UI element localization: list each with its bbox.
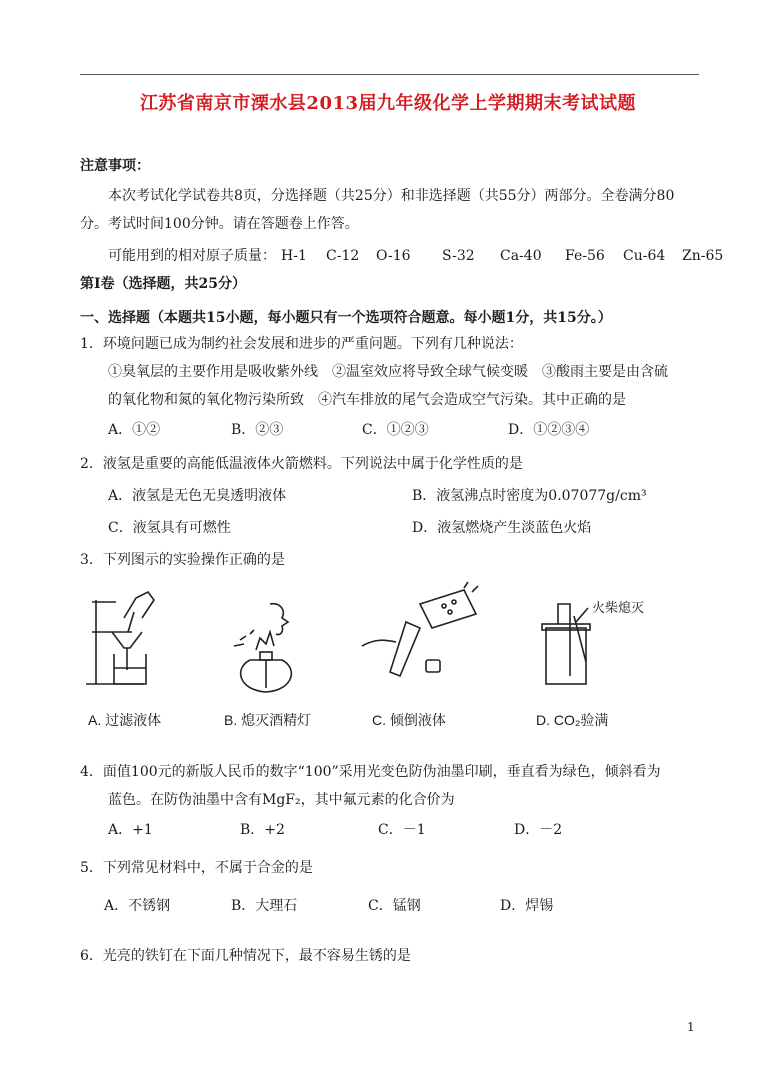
q4-option-d: D．－2 bbox=[514, 822, 563, 838]
atom-mass-zn: Zn-65 bbox=[682, 248, 724, 264]
q5-option-b: B．大理石 bbox=[231, 898, 298, 914]
atom-mass-o: O-16 bbox=[376, 248, 411, 264]
q1-body-2: 的氧化物和氮的氧化物污染所致 ④汽车排放的尾气会造成空气污染。其中正确的是 bbox=[108, 392, 626, 408]
q1-body-1: ①臭氧层的主要作用是吸收紫外线 ②温室效应将导致全球气候变暖 ③酸雨主要是由含硫 bbox=[108, 364, 668, 380]
q3-option-a: A. 过滤液体 bbox=[88, 712, 162, 728]
q3-option-d: D. CO₂验满 bbox=[536, 712, 609, 728]
atom-mass-fe: Fe-56 bbox=[565, 248, 605, 264]
q4-option-b: B．+2 bbox=[240, 822, 285, 838]
q3-stem: 3．下列图示的实验操作正确的是 bbox=[80, 552, 285, 568]
q2-stem: 2．液氢是重要的高能低温液体火箭燃料。下列说法中属于化学性质的是 bbox=[80, 456, 523, 472]
document-title: 江苏省南京市溧水县2013届九年级化学上学期期末考试试题 bbox=[139, 93, 637, 114]
q5-option-c: C．锰钢 bbox=[368, 898, 421, 914]
atom-mass-cu: Cu-64 bbox=[623, 248, 666, 264]
q3-option-b: B. 熄灭酒精灯 bbox=[224, 712, 312, 728]
q5-option-d: D．焊锡 bbox=[500, 898, 554, 914]
atom-mass-h: H-1 bbox=[281, 248, 307, 264]
header-rule bbox=[80, 74, 699, 75]
q1-stem: 1．环境问题已成为制约社会发展和进步的严重问题。下列有几种说法： bbox=[80, 336, 523, 352]
q1-option-c: C．①②③ bbox=[362, 422, 429, 438]
pouring-liquid-diagram bbox=[360, 580, 480, 690]
q5-stem: 5．下列常见材料中，不属于合金的是 bbox=[80, 860, 313, 876]
part1-heading: 第Ⅰ卷（选择题，共25分） bbox=[80, 276, 247, 292]
filtration-diagram bbox=[84, 588, 184, 698]
q5-option-a: A．不锈钢 bbox=[104, 898, 171, 914]
atom-mass-c: C-12 bbox=[326, 248, 360, 264]
q2-option-c: C．液氢具有可燃性 bbox=[108, 520, 231, 536]
q4-stem-2: 蓝色。在防伪油墨中含有MgF₂，其中氟元素的化合价为 bbox=[108, 792, 455, 808]
q1-option-b: B．②③ bbox=[231, 422, 284, 438]
q2-option-b: B．液氢沸点时密度为0.07077g/cm³ bbox=[412, 488, 647, 504]
section-heading: 一、选择题（本题共15小题，每小题只有一个选项符合题意。每小题1分，共15分。） bbox=[80, 310, 612, 326]
notice-line-1: 本次考试化学试卷共8页，分选择题（共25分）和非选择题（共55分）两部分。全卷满分80 bbox=[108, 188, 675, 204]
alcohol-lamp-diagram bbox=[226, 598, 316, 698]
q6-stem: 6．光亮的铁钉在下面几种情况下，最不容易生锈的是 bbox=[80, 948, 411, 964]
atom-mass-s: S-32 bbox=[442, 248, 475, 264]
q1-option-d: D．①②③④ bbox=[508, 422, 590, 438]
q4-stem-1: 4．面值100元的新版人民币的数字“100”采用光变色防伪油墨印刷，垂直看为绿色，倾斜看为 bbox=[80, 764, 661, 780]
notice-atoms-label: 可能用到的相对原子质量： bbox=[108, 248, 276, 264]
q1-option-a: A．①② bbox=[108, 422, 161, 438]
page-number: 1 bbox=[687, 1020, 695, 1034]
q4-option-c: C．－1 bbox=[378, 822, 426, 838]
q2-option-a: A．液氢是无色无臭透明液体 bbox=[108, 488, 287, 504]
q3-annotation: 火柴熄灭 bbox=[592, 600, 645, 615]
q2-option-d: D．液氢燃烧产生淡蓝色火焰 bbox=[412, 520, 592, 536]
notice-line-2: 分。考试时间100分钟。请在答题卷上作答。 bbox=[80, 216, 359, 232]
q3-option-c: C. 倾倒液体 bbox=[372, 712, 446, 728]
notice-heading: 注意事项： bbox=[80, 158, 150, 174]
q4-option-a: A．+1 bbox=[108, 822, 153, 838]
atom-mass-ca: Ca-40 bbox=[500, 248, 542, 264]
